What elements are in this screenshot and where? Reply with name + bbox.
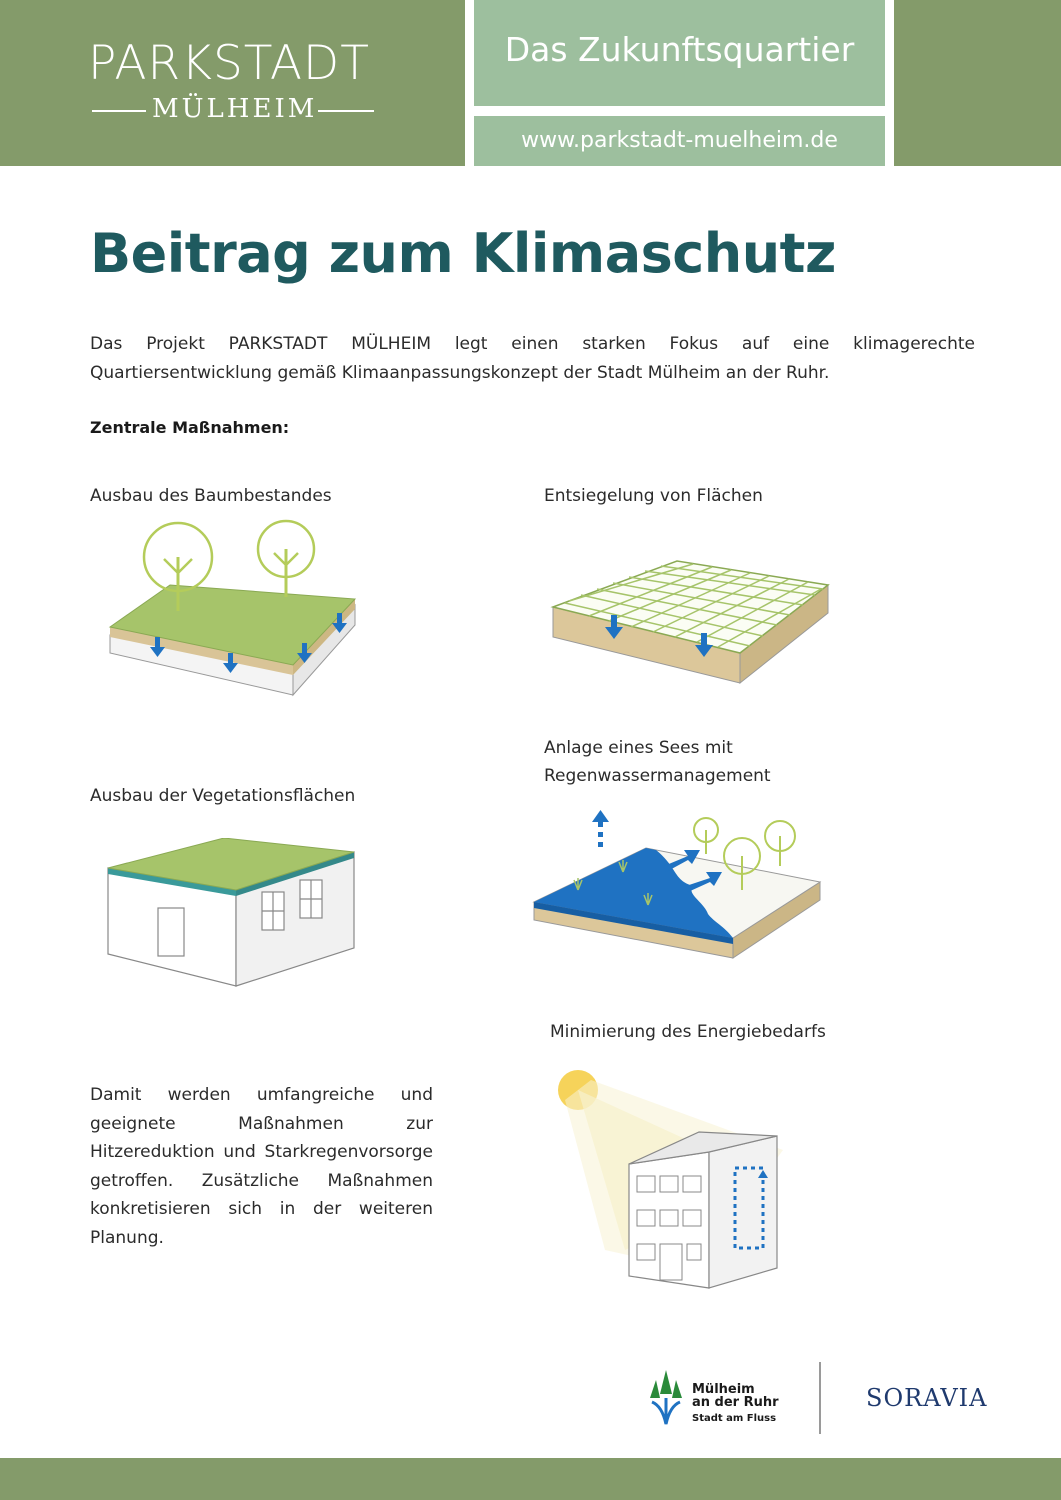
green-roof-icon: [100, 838, 365, 988]
measure-label-trees: Ausbau des Baumbestandes: [90, 486, 332, 506]
page-title: Beitrag zum Klimaschutz: [90, 222, 836, 285]
logo-rule-right: [318, 110, 374, 112]
logo-parkstadt: PARKSTADT: [88, 36, 370, 91]
lake-icon: [528, 810, 828, 965]
measure-label-vegetation: Ausbau der Vegetationsflächen: [90, 786, 356, 806]
measures-heading: Zentrale Maßnahmen:: [90, 418, 290, 437]
footer-bar: [0, 1458, 1061, 1500]
logo-rule-left: [92, 110, 146, 112]
energy-building-icon: [545, 1060, 815, 1305]
logo-muelheim: MÜLHEIM: [152, 94, 318, 124]
partner-city-river: an der Ruhr: [692, 1395, 779, 1410]
closing-paragraph: Damit werden umfangreiche und geeignete Maßnahmen zur Hitzereduktion und Starkregenvorsorge getroffen. Zusätzliche Maßnahmen konkretisieren sich in der weiteren Planung.: [90, 1085, 433, 1248]
header-right-panel: [894, 0, 1061, 166]
soravia-logo: SORAVIA: [866, 1384, 988, 1412]
partner-city-slogan: Stadt am Fluss: [692, 1413, 777, 1424]
measure-label-paving: Entsiegelung von Flächen: [544, 486, 763, 506]
permeable-paving-icon: [545, 555, 835, 690]
logo-divider: [819, 1362, 821, 1434]
tree-ground-icon: [100, 515, 365, 700]
tagline: Das Zukunftsquartier: [504, 30, 855, 69]
partner-city-name: Mülheim: [692, 1382, 755, 1397]
website-link[interactable]: www.parkstadt-muelheim.de: [521, 128, 838, 153]
measure-label-energy: Minimierung des Energiebedarfs: [550, 1022, 826, 1042]
intro-paragraph: Das Projekt PARKSTADT MÜLHEIM legt einen starken Fokus auf eine klimagerechte Quartiersentwicklung gemäß Klimaanpassungskonzept der Stadt Mülheim an der Ruhr.: [90, 334, 975, 383]
measure-label-lake: Anlage eines Sees mit Regenwassermanagement: [544, 738, 771, 786]
page-header: [0, 0, 1061, 166]
